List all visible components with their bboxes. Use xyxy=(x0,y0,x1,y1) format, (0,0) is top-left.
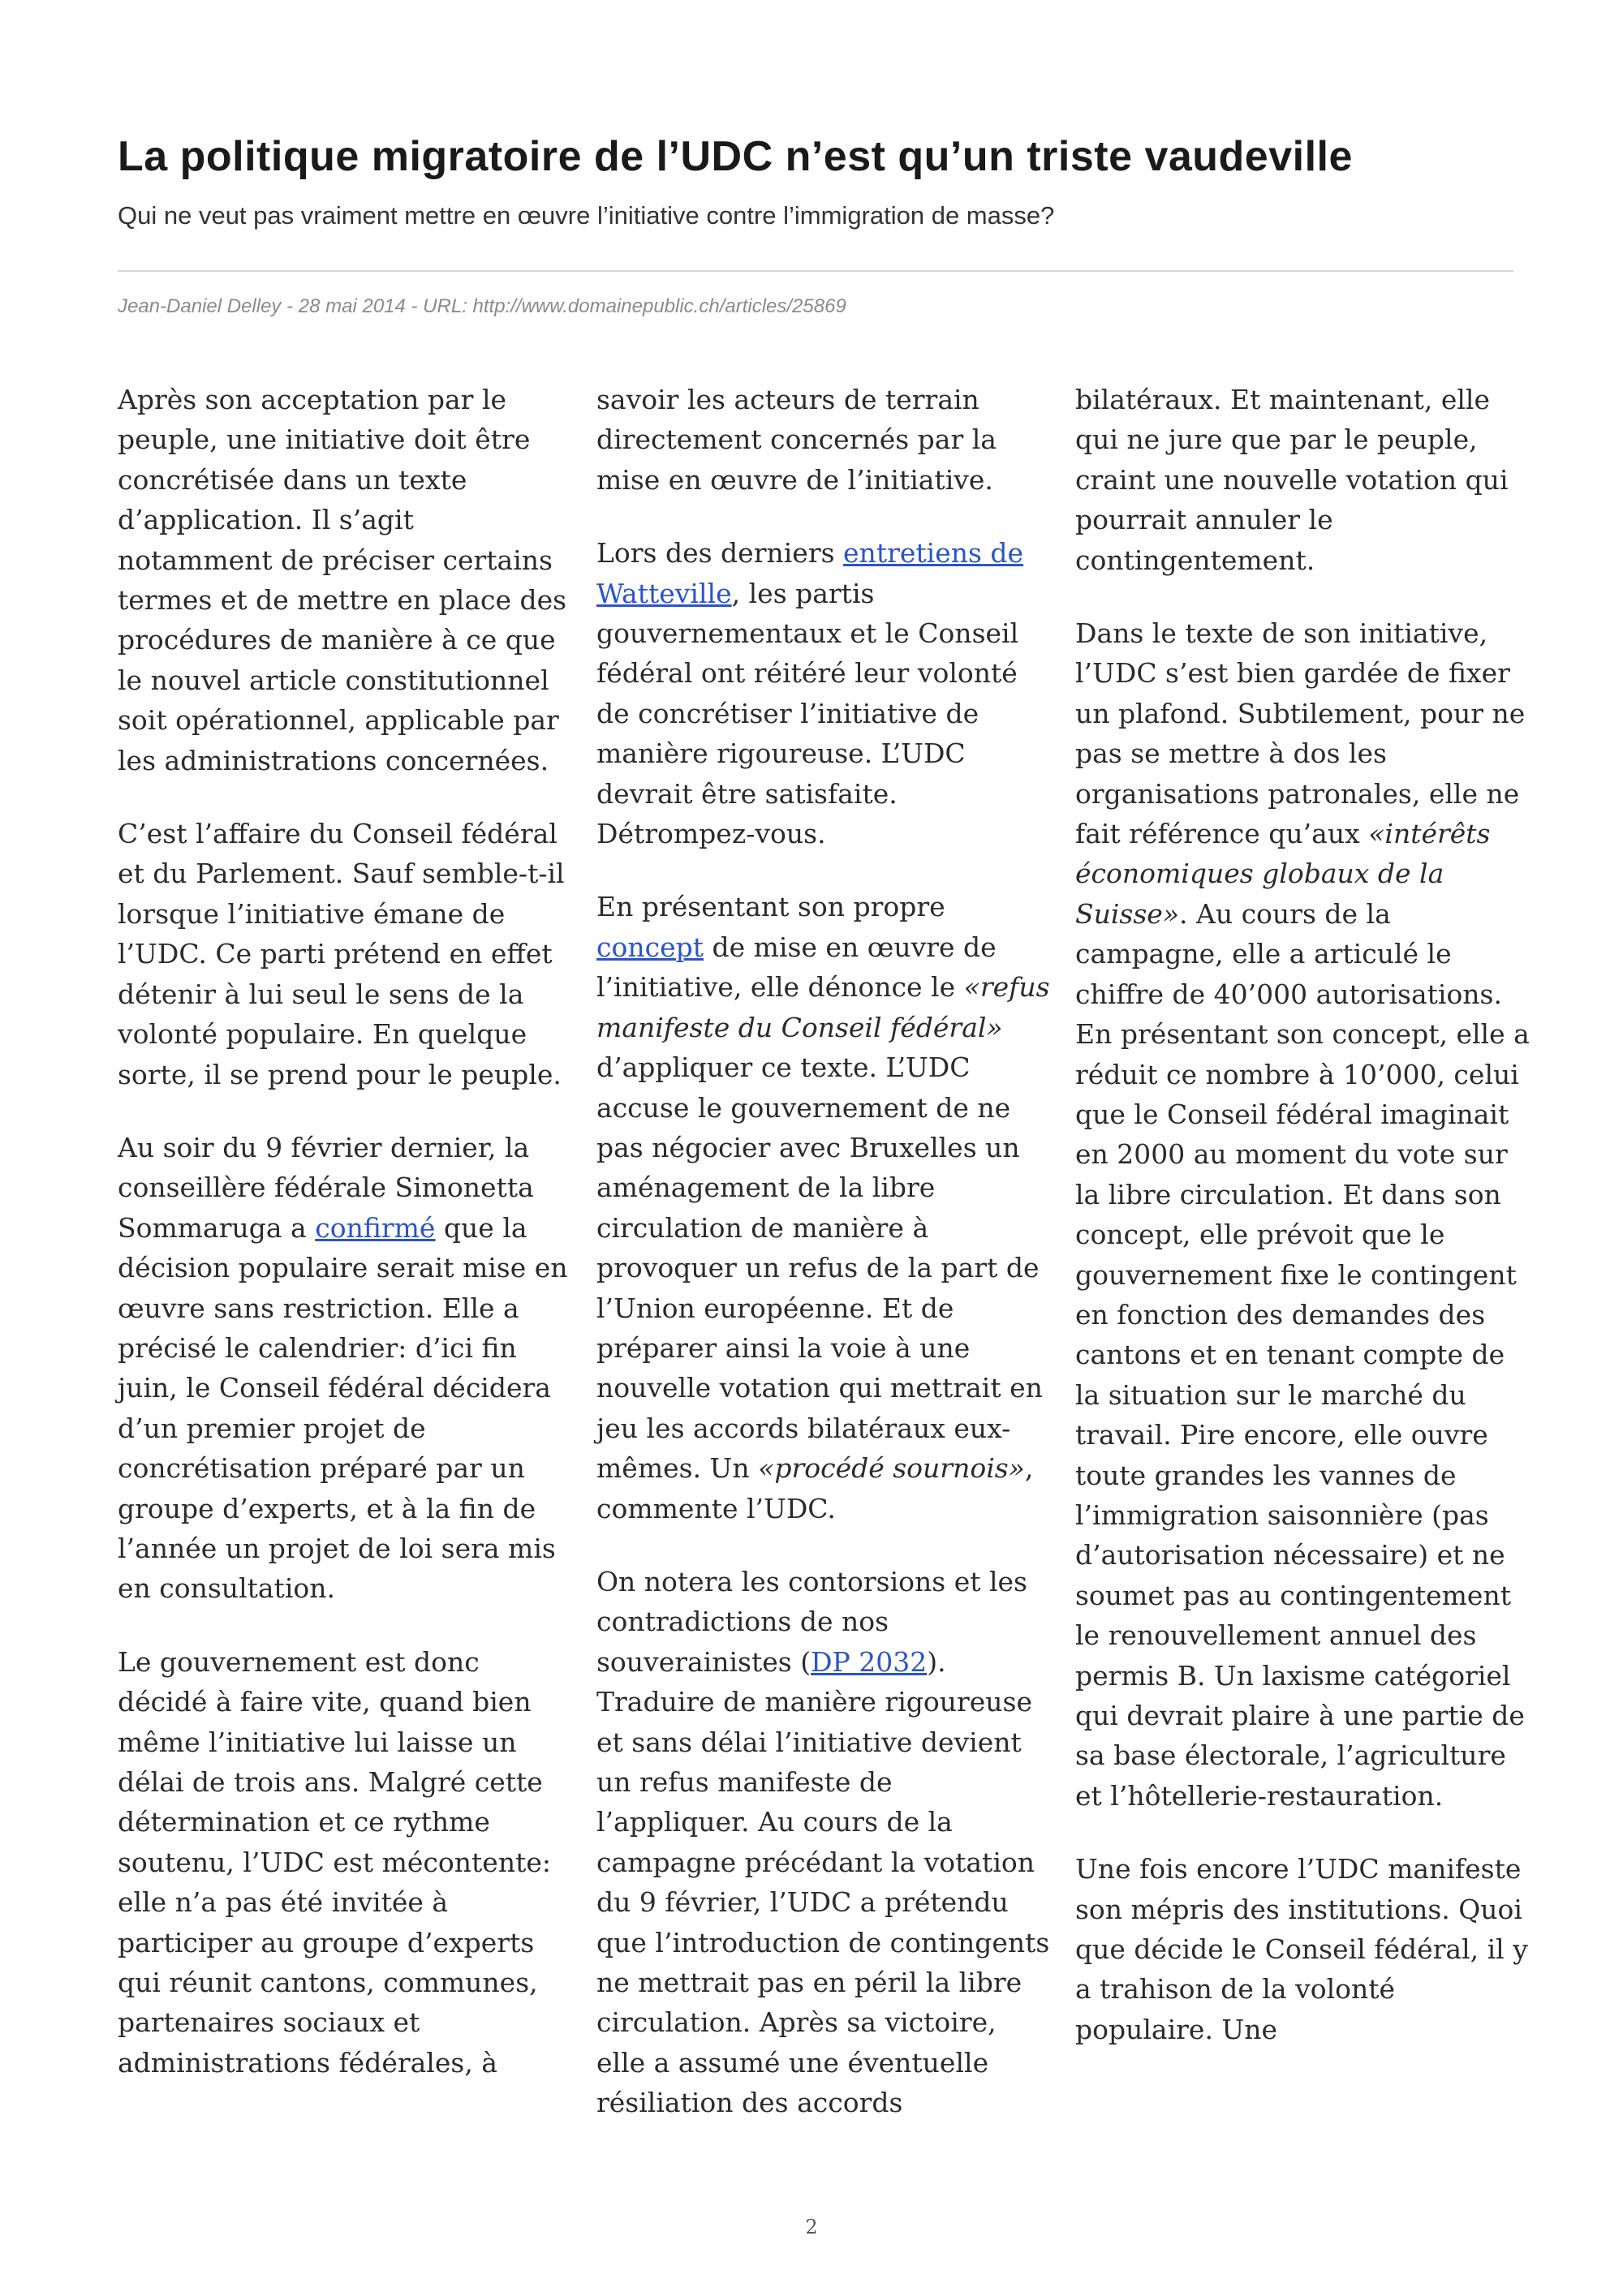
text-run: En présentant son propre xyxy=(596,891,945,923)
paragraph xyxy=(118,1128,572,1609)
link-entretiens-de-watteville[interactable]: entretiens de Watteville xyxy=(596,537,1024,609)
text-run: Dans le texte de son initiative, l’UDC s’est bien gardée de fixer un plafond. Subtilement, pour ne pas se mettre à dos les organisations patronales, elle ne fait référence qu’aux xyxy=(1075,617,1526,850)
paragraph xyxy=(1075,613,1530,1816)
text-run: Au soir du 9 février dernier, la conseillère fédérale Simonetta Sommaruga a xyxy=(118,1131,534,1244)
text-run: . Au cours de la campagne, elle a articulé le chiffre de 40’000 autorisations. En présentant son concept, elle a réduit ce nombre à 10’000, celui que le Conseil fédéral imaginait en 2000 au moment du vote sur la libre circulation. Et dans son concept, elle prévoit que le gouvernement fixe le contingent en fonction des demandes des cantons et en tenant compte de la situation sur le marché du travail. Pire encore, elle ouvre toute grandes les vannes de l’immigration saisonnière (pas d’autorisation nécessaire) et ne soumet pas au contingentement le renouvellement annuel des permis B. Un laxisme catégoriel qui devrait plaire à une partie de sa base électorale, l’agriculture et l’hôtellerie-restauration. xyxy=(1075,897,1530,1812)
text-run: de mise en œuvre de l’initiative, elle dénonce le xyxy=(596,931,997,1004)
article-subtitle: Qui ne veut pas vraiment mettre en œuvre l’initiative contre l’immigration de masse? xyxy=(118,201,1055,230)
header-divider xyxy=(118,270,1513,272)
quote-emphasis: «refus manifeste du Conseil fédéral» xyxy=(596,971,1050,1043)
text-run: On notera les contorsions et les contradictions de nos souverainistes ( xyxy=(596,1565,1027,1678)
paragraph xyxy=(596,1562,1051,2123)
text-run: d’appliquer ce texte. L’UDC accuse le gouvernement de ne pas négocier avec Bruxelles un aménagement de la libre circulation de manière à provoquer un refus de la part de l’Union européenne. Et de préparer ainsi la voie à une nouvelle votation qui mettrait en jeu les accords bilatéraux eux-mêmes. Un xyxy=(596,1051,1043,1485)
text-column-1 xyxy=(118,380,572,2165)
article-meta: Jean-Daniel Delley - 28 mai 2014 - URL: http://www.domainepublic.ch/articles/25869 xyxy=(118,295,846,317)
text-column-3 xyxy=(1075,380,1530,2165)
text-run: , les partis gouvernementaux et le Conseil fédéral ont réitéré leur volonté de concrétiser l’initiative de manière rigoureuse. L’UDC devrait être satisfaite. Détrompez-vous. xyxy=(596,577,1019,850)
page-number: 2 xyxy=(805,2216,818,2238)
link-confirme[interactable]: confirmé xyxy=(315,1211,436,1244)
paragraph xyxy=(596,887,1051,1529)
paragraph: Le gouvernement est donc décidé à faire vite, quand bien même l’initiative lui laisse un délai de trois ans. Malgré cette détermination et ce rythme soutenu, l’UDC est mécontente: elle n’a pas été invitée à participer au groupe d’experts qui réunit cantons, communes, partenaires sociaux et administrations fédérales, à xyxy=(118,1645,551,2079)
paragraph xyxy=(596,533,1051,853)
quote-emphasis: «procédé sournois» xyxy=(758,1452,1025,1485)
paragraph: C’est l’affaire du Conseil fédéral et du Parlement. Sauf semble-t-il lorsque l’initiative émane de l’UDC. Ce parti prétend en effet détenir à lui seul le sens de la volonté populaire. En quelque sorte, il se prend pour le peuple. xyxy=(118,818,565,1090)
text-run: que la décision populaire serait mise en œuvre sans restriction. Elle a précisé le calendrier: d’ici fin juin, le Conseil fédéral décidera d’un premier projet de concrétisation préparé par un groupe d’experts, et à la fin de l’année un projet de loi sera mis en consultation. xyxy=(118,1211,568,1605)
link-concept[interactable]: concept xyxy=(596,931,704,963)
paragraph: Après son acceptation par le peuple, une initiative doit être concrétisée dans un texte d’application. Il s’agit notamment de préciser certains termes et de mettre en place des procédures de manière à ce que le nouvel article constitutionnel soit opérationnel, applicable par les administrations concernées. xyxy=(118,384,567,776)
article-title: La politique migratoire de l’UDC n’est qu’un triste vaudeville xyxy=(118,133,1353,180)
paragraph: bilatéraux. Et maintenant, elle qui ne jure que par le peuple, craint une nouvelle votation qui pourrait annuler le contingentement. xyxy=(1075,384,1509,576)
text-column-2 xyxy=(596,380,1051,2165)
text-run: ). Traduire de manière rigoureuse et sans délai l’initiative devient un refus manifeste de l’appliquer. Au cours de la campagne précédant la votation du 9 février, l’UDC a prétendu que l’introduction de contingents ne mettrait pas en péril la libre circulation. Après sa victoire, elle a assumé une éventuelle résiliation des accords xyxy=(596,1645,1050,2119)
paragraph: savoir les acteurs de terrain directement concernés par la mise en œuvre de l’initiative. xyxy=(596,384,997,496)
paragraph: Une fois encore l’UDC manifeste son mépris des institutions. Quoi que décide le Conseil fédéral, il y a trahison de la volonté populaire. Une xyxy=(1075,1853,1528,2045)
link-dp-2032[interactable]: DP 2032 xyxy=(811,1645,928,1678)
quote-emphasis: «intérêts économiques globaux de la Suisse» xyxy=(1075,818,1491,930)
text-run: Lors des derniers xyxy=(596,537,844,570)
text-run: , commente l’UDC. xyxy=(596,1452,1034,1524)
